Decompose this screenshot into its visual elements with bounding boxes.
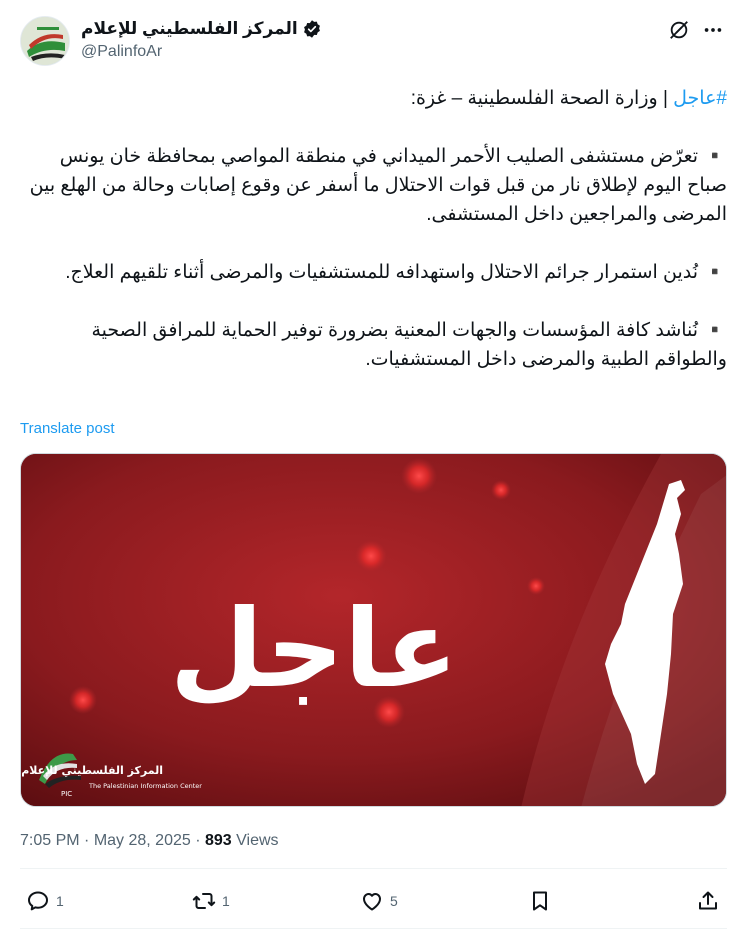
logo-english: The Palestinian Information Center: [89, 782, 202, 790]
post-media-image[interactable]: [20, 453, 727, 807]
author-name-row: [81, 17, 501, 41]
post-paragraph-1: ▪️ تعرّض مستشفى الصليب الأحمر الميداني في منطقة المواصي بمحافظة خان يونس صباح اليوم لإطلاق نار من قبل قوات الاحتلال ما أسفر عن وقوع إصابات وحالة من الهلع بين المرضى والمراجعين داخل المستشفى.: [24, 146, 727, 225]
post-time[interactable]: 7:05 PM: [20, 832, 80, 849]
heart-icon: [360, 889, 384, 913]
repost-count: 1: [222, 893, 230, 909]
logo-short: PIC: [61, 790, 73, 798]
verified-badge-icon[interactable]: [302, 19, 322, 39]
author-handle[interactable]: @PalinfoAr: [81, 43, 163, 60]
meta-separator-2: ·: [190, 832, 205, 849]
bookmark-icon: [528, 889, 552, 913]
post-meta: [20, 832, 279, 850]
avatar[interactable]: [20, 16, 70, 66]
reply-icon: [26, 889, 50, 913]
translate-post-link[interactable]: Translate post: [20, 420, 115, 437]
post-date[interactable]: May 28, 2025: [93, 832, 191, 849]
post-header: [20, 14, 727, 68]
share-button[interactable]: [696, 889, 720, 913]
views-count: 893: [204, 832, 232, 849]
bookmark-button[interactable]: [528, 889, 552, 913]
author-name[interactable]: المركز الفلسطيني للإعلام: [81, 19, 298, 38]
views-label: Views: [231, 832, 279, 849]
reply-count: 1: [56, 893, 64, 909]
reply-button[interactable]: [26, 889, 64, 913]
post-text: [20, 84, 727, 374]
divider-bottom: [20, 928, 727, 929]
meta-separator-1: ·: [79, 832, 94, 849]
hashtag-link[interactable]: #عاجل: [673, 88, 727, 109]
like-count: 5: [390, 893, 398, 909]
post-paragraph-3: ▪️ نُناشد كافة المؤسسات والجهات المعنية بضرورة توفير الحماية للمرافق الصحية والطواقم الطبية والمرضى داخل المستشفيات.: [86, 320, 727, 370]
repost-icon: [192, 889, 216, 913]
media-headline-text: عاجل: [169, 587, 459, 712]
post-line-1: | وزارة الصحة الفلسطينية – غزة:: [410, 88, 674, 109]
action-bar: [20, 885, 727, 921]
more-options-icon[interactable]: [699, 16, 727, 44]
post-paragraph-2: ▪️ نُدين استمرار جرائم الاحتلال واستهدافه للمستشفيات والمرضى أثناء تلقيهم العلاج.: [65, 262, 727, 283]
logo-arabic: المركز الفلسطيني للإعلام: [21, 764, 163, 777]
grok-icon[interactable]: [665, 16, 693, 44]
like-button[interactable]: [360, 889, 398, 913]
repost-button[interactable]: [192, 889, 230, 913]
divider-top: [20, 868, 727, 869]
share-icon: [696, 889, 720, 913]
author-block: [81, 17, 501, 61]
